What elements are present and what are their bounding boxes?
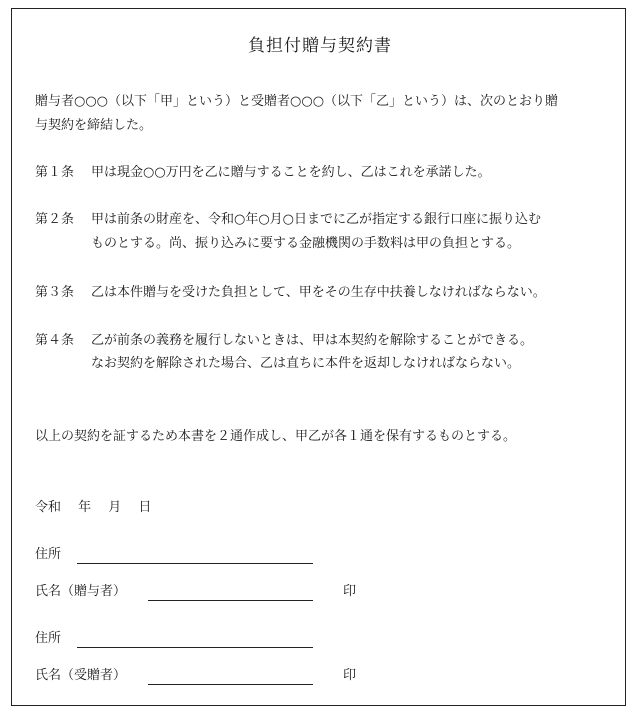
donor-address-label: 住所 (35, 547, 62, 562)
article-1-text: 甲は現金○○万円を乙に贈与することを約し、乙はこれを承諾した。 (91, 165, 491, 180)
article-1-number: 第１条 (35, 165, 75, 180)
article-4-text-line-2: なお契約を解除された場合、乙は直ちに本件を返却しなければならない。 (91, 356, 521, 371)
intro-line-2: 与契約を締結した。 (35, 118, 153, 133)
donor-name-field[interactable] (148, 600, 313, 601)
donor-seal-mark: 印 (343, 584, 357, 599)
article-3-text: 乙は本件贈与を受けた負担として、甲をその生存中扶養しなければならない。 (91, 285, 546, 300)
closing-statement: 以上の契約を証するため本書を２通作成し、甲乙が各１通を保有するものとする。 (35, 429, 517, 444)
document-title: 負担付贈与契約書 (248, 36, 392, 56)
article-2-text-line-2: ものとする。尚、振り込みに要する金融機関の手数料は甲の負担とする。 (91, 236, 521, 251)
donee-seal-mark: 印 (343, 668, 357, 683)
article-2-text-line-1: 甲は前条の財産を、令和○年○月○日までに乙が指定する銀行口座に振り込む (91, 212, 542, 227)
donee-address-label: 住所 (35, 631, 62, 646)
date-line: 令和 年 月 日 (35, 500, 152, 515)
article-2-number: 第２条 (35, 212, 75, 227)
article-4-number: 第４条 (35, 333, 75, 348)
donor-address-field[interactable] (77, 563, 313, 564)
intro-line-1: 贈与者○○○（以下「甲」という）と受贈者○○○（以下「乙」という）は、次のとおり贈 (35, 94, 559, 109)
donee-name-field[interactable] (148, 684, 313, 685)
article-4-text-line-1: 乙が前条の義務を履行しないときは、甲は本契約を解除することができる。 (91, 333, 534, 348)
donor-name-label: 氏名（贈与者） (35, 584, 127, 599)
article-3-number: 第３条 (35, 285, 75, 300)
donee-name-label: 氏名（受贈者） (35, 668, 127, 683)
donee-address-field[interactable] (77, 647, 313, 648)
